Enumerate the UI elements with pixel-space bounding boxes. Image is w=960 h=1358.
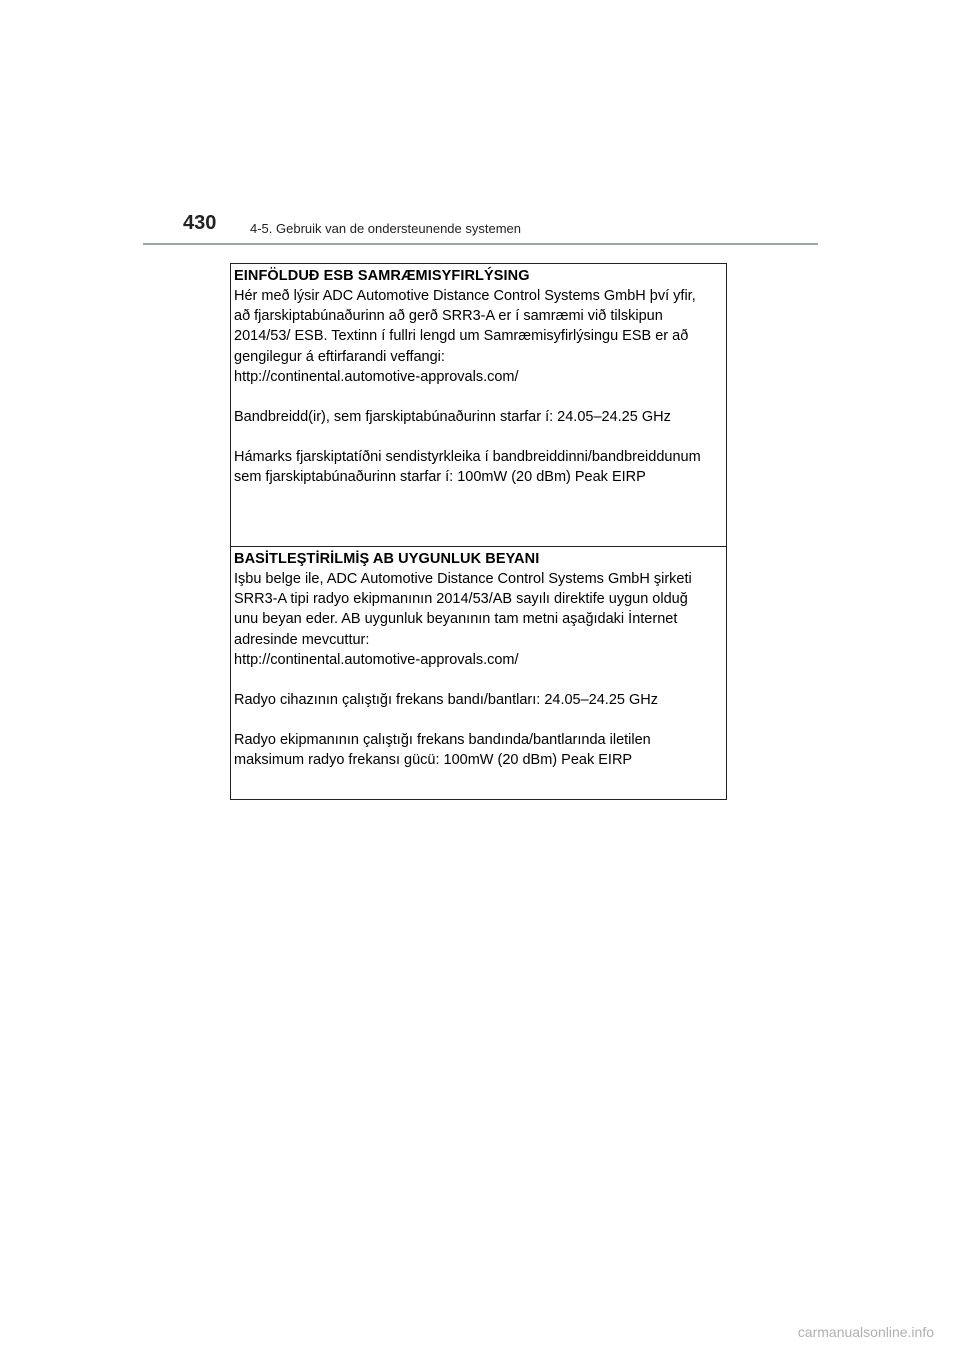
declaration-paragraph — [234, 447, 726, 487]
declaration-box-turkish — [230, 546, 727, 800]
page-number: 430 — [183, 212, 217, 234]
declaration-paragraph — [234, 286, 726, 387]
text-line: Radyo ekipmanının çalıştığı frekans bandında/bantlarında iletilen — [234, 732, 651, 749]
text-line: gengilegur á eftirfarandi veffangi: — [234, 348, 445, 365]
text-line: Bandbreidd(ir), sem fjarskiptabúnaðurinn starfar í: 24.05–24.25 GHz — [234, 409, 671, 426]
declaration-paragraph — [234, 569, 726, 670]
spacer — [234, 427, 726, 447]
text-line: Işbu belge ile, ADC Automotive Distance Control Systems GmbH şirketi — [234, 571, 692, 587]
text-line: Hér með lýsir ADC Automotive Distance Control Systems GmbH því yfir, — [234, 288, 696, 304]
url-line: http://continental.automotive-approvals.com/ — [234, 651, 519, 668]
spacer — [234, 710, 726, 730]
page-header — [0, 0, 960, 250]
declaration-paragraph — [234, 690, 726, 710]
url-line: http://continental.automotive-approvals.com/ — [234, 368, 519, 385]
spacer — [234, 670, 726, 690]
text-line: Radyo cihazının çalıştığı frekans bandı/bantları: 24.05–24.25 GHz — [234, 692, 658, 709]
text-line: Hámarks fjarskiptatíðni sendistyrkleika í bandbreiddinni/bandbreiddunum — [234, 449, 701, 466]
text-line: adresinde mevcuttur: — [234, 631, 370, 648]
watermark: carmanualsonline.info — [797, 1324, 934, 1340]
spacer — [234, 387, 726, 407]
declaration-box-icelandic — [230, 263, 727, 546]
text-line: maksimum radyo frekansı gücü: 100mW (20 dBm) Peak EIRP — [234, 752, 633, 769]
declaration-paragraph — [234, 730, 726, 770]
section-title: 4-5. Gebruik van de ondersteunende systemen — [250, 221, 522, 236]
text-line: sem fjarskiptabúnaðurinn starfar í: 100mW (20 dBm) Peak EIRP — [234, 469, 646, 486]
text-line: að fjarskiptabúnaðurinn að gerð SRR3-A er í samræmi við tilskipun — [234, 308, 663, 325]
scanned-declarations — [230, 263, 727, 800]
text-line: SRR3-A tipi radyo ekipmanının 2014/53/AB sayılı direktife uygun olduğ — [234, 591, 688, 608]
declaration-heading: BASİTLEŞTİRİLMİŞ AB UYGUNLUK BEYANI — [234, 551, 540, 567]
text-line: unu beyan eder. AB uygunluk beyanının tam metni aşağıdaki İnternet — [234, 611, 678, 628]
declaration-heading: EINFÖLDUÐ ESB SAMRÆMISYFIRLÝSING — [234, 268, 530, 284]
text-line: 2014/53/ ESB. Textinn í fullri lengd um Samræmisyfirlýsingu ESB er að — [234, 328, 689, 345]
header-rule — [143, 243, 818, 245]
declaration-paragraph — [234, 407, 726, 427]
